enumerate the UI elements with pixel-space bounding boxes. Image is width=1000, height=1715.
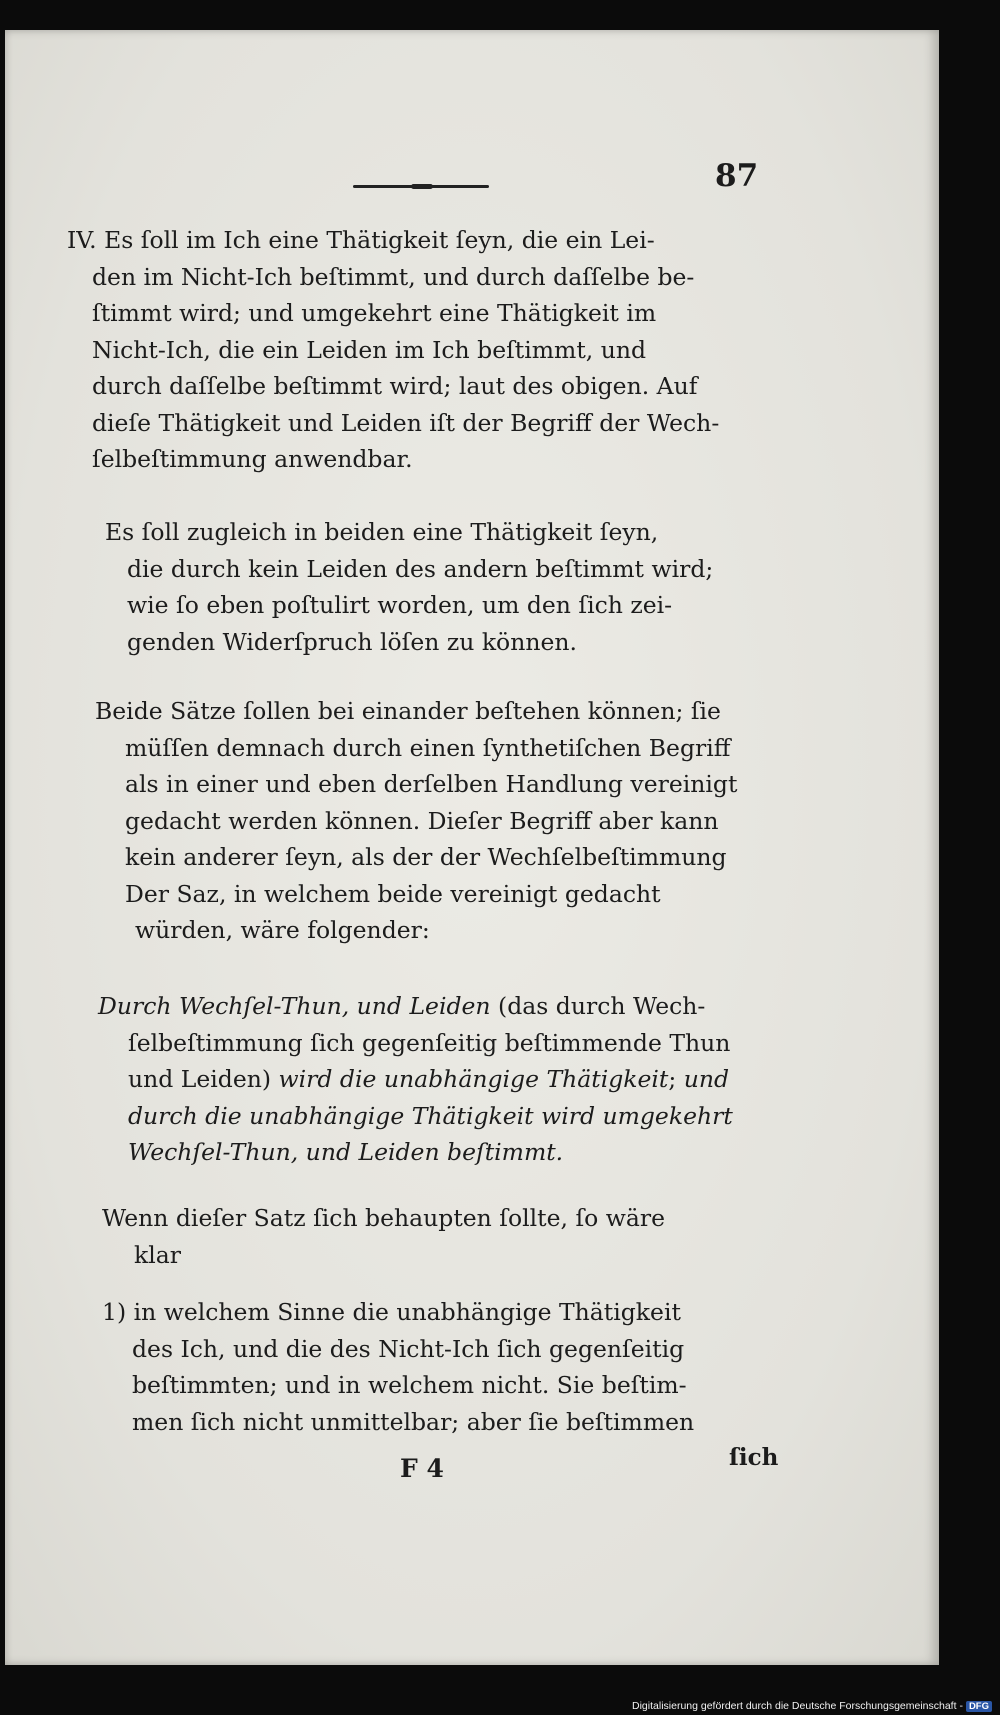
text-line: klar bbox=[134, 1240, 181, 1269]
text-span: (das durch Wech- bbox=[490, 992, 706, 1020]
text-line: die durch kein Leiden des andern beſtimmt wird; bbox=[127, 554, 714, 583]
text-line: gedacht werden können. Dieſer Begriff aber kann bbox=[125, 806, 719, 835]
text-line: müſſen demnach durch einen ſynthetiſchen Begriff bbox=[125, 733, 731, 762]
paragraph-beide-saetze bbox=[95, 693, 737, 949]
credit-text: Digitalisierung gefördert durch die Deutsche Forschungsgemeinschaft - bbox=[632, 1700, 963, 1712]
text-line bbox=[98, 1061, 733, 1098]
text-line: Beide Sätze ſollen bei einander beſtehen können; ſie bbox=[95, 697, 721, 725]
book-page bbox=[5, 30, 939, 1665]
page-number: 87 bbox=[715, 158, 759, 194]
text-line: den im Nicht-Ich beſtimmt, und durch daſſelbe be- bbox=[92, 262, 695, 291]
text-line bbox=[98, 1134, 733, 1171]
text-line bbox=[98, 988, 733, 1025]
text-line: genden Widerſpruch löſen zu können. bbox=[127, 627, 577, 656]
text-line: Es ſoll zugleich in beiden eine Thätigkeit ſeyn, bbox=[105, 518, 659, 546]
catchword: ſich bbox=[729, 1444, 779, 1471]
text-line: Wenn dieſer Satz ſich behaupten ſollte, ſo wäre bbox=[102, 1204, 666, 1232]
text-span: ; bbox=[668, 1065, 684, 1093]
italic-phrase: und bbox=[683, 1065, 730, 1093]
italic-phrase: Wechſel-Thun, und Leiden beſtimmt. bbox=[128, 1138, 564, 1166]
text-line: als in einer und eben derſelben Handlung vereinigt bbox=[125, 770, 738, 798]
text-line: ſelbeſtimmung anwendbar. bbox=[92, 445, 413, 473]
text-line: Der Saz, in welchem beide vereinigt gedacht bbox=[125, 879, 661, 908]
text-line: men ſich nicht unmittelbar; aber ſie beſtimmen bbox=[132, 1407, 695, 1436]
text-line: dieſe Thätigkeit und Leiden iſt der Begriff der Wech- bbox=[92, 408, 720, 437]
dfg-logo: DFG bbox=[966, 1701, 992, 1712]
text-line: ſtimmt wird; und umgekehrt eine Thätigkeit im bbox=[92, 299, 657, 327]
text-line: Nicht-Ich, die ein Leiden im Ich beſtimmt, und bbox=[92, 335, 647, 364]
text-span: und Leiden) bbox=[128, 1065, 279, 1093]
digitization-credit bbox=[632, 1700, 992, 1712]
paragraph-wenn-dieser bbox=[102, 1200, 665, 1273]
text-line bbox=[98, 1098, 733, 1135]
text-span: ſelbeſtimmung ſich gegenſeitig beſtimmende Thun bbox=[128, 1028, 731, 1057]
italic-phrase: durch die unabhängige Thätigkeit wird umgekehrt bbox=[128, 1101, 733, 1130]
paragraph-numbered-1 bbox=[102, 1294, 694, 1440]
italic-phrase: Durch Wechſel-Thun, und Leiden bbox=[98, 992, 491, 1020]
text-line: kein anderer ſeyn, als der der Wechſelbeſtimmung bbox=[125, 843, 727, 871]
signature-mark: F 4 bbox=[400, 1454, 444, 1483]
text-line: 1) in welchem Sinne die unabhängige Thätigkeit bbox=[102, 1298, 681, 1326]
header-rule bbox=[353, 185, 489, 188]
italic-phrase: wird die unabhängige Thätigkeit bbox=[278, 1065, 669, 1093]
paragraph-es-soll bbox=[105, 514, 713, 660]
text-line: des Ich, und die des Nicht-Ich ſich gegenſeitig bbox=[132, 1334, 685, 1363]
paragraph-durch-wechsel bbox=[98, 988, 733, 1171]
text-line: IV. Es ſoll im Ich eine Thätigkeit ſeyn, die ein Lei- bbox=[67, 226, 655, 254]
paragraph-iv bbox=[67, 222, 719, 478]
text-line: beſtimmten; und in welchem nicht. Sie beſtim- bbox=[132, 1371, 687, 1399]
text-line: würden, wäre folgender: bbox=[135, 916, 430, 944]
text-line bbox=[98, 1025, 733, 1062]
text-line: durch daſſelbe beſtimmt wird; laut des obigen. Auf bbox=[92, 372, 698, 400]
text-line: wie ſo eben poſtulirt worden, um den ſich zei- bbox=[127, 591, 673, 619]
